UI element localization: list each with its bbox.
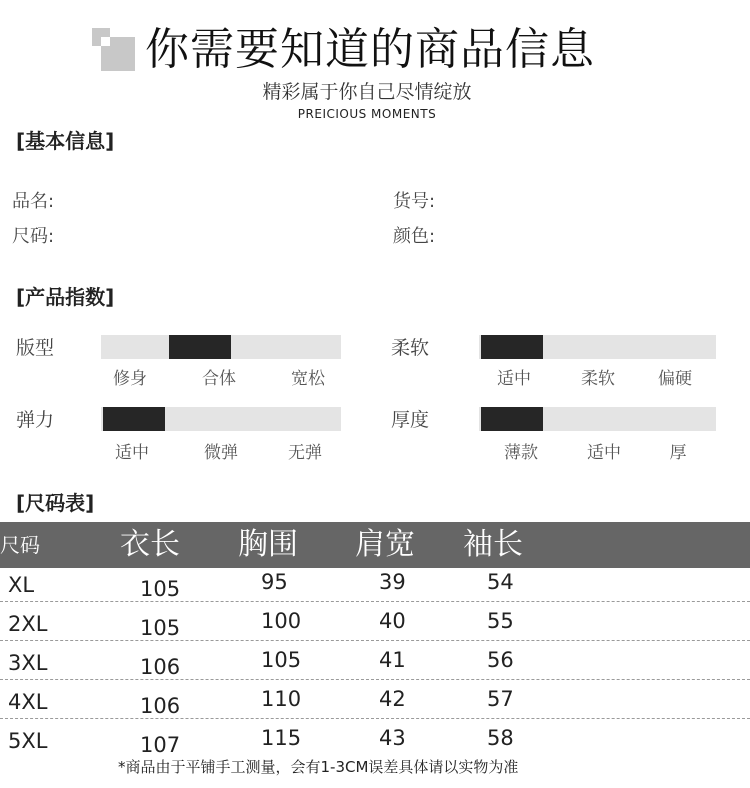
elasticity-scale-mid: 微弹 — [204, 443, 238, 463]
elasticity-scale-low: 适中 — [115, 443, 149, 463]
softness-gauge-track — [479, 335, 716, 359]
page-tagline: PREICIOUS MOMENTS — [297, 107, 437, 121]
cell-size: 5XL — [8, 729, 48, 753]
thickness-gauge-track — [479, 407, 716, 431]
size-table-header — [0, 522, 750, 568]
cell-sleeve: 54 — [487, 570, 514, 594]
thickness-scale-mid: 适中 — [587, 443, 621, 463]
logo-notch — [101, 37, 110, 46]
row-divider — [0, 601, 750, 602]
softness-gauge-fill — [481, 335, 543, 359]
softness-scale-low: 适中 — [497, 369, 531, 389]
cell-sleeve: 55 — [487, 609, 514, 633]
cell-size: 2XL — [8, 612, 48, 636]
softness-gauge-label: 柔软 — [391, 337, 430, 359]
cell-chest: 95 — [261, 570, 288, 594]
fit-gauge-track — [101, 335, 341, 359]
color-label: 颜色: — [393, 226, 436, 247]
cell-chest: 110 — [261, 687, 302, 711]
fit-scale-low: 修身 — [113, 369, 147, 389]
basic-info-heading: [基本信息] — [16, 129, 115, 153]
cell-shoulder: 41 — [379, 648, 406, 672]
page-subtitle: 精彩属于你自己尽情绽放 — [262, 81, 472, 103]
cell-chest: 100 — [261, 609, 302, 633]
elasticity-gauge-track — [101, 407, 341, 431]
cell-size: 4XL — [8, 690, 48, 714]
col-header-chest: 胸围 — [238, 527, 298, 562]
fit-gauge-label: 版型 — [16, 337, 55, 359]
product-name-label: 品名: — [12, 191, 55, 212]
cell-shoulder: 40 — [379, 609, 406, 633]
col-header-shoulder: 肩宽 — [355, 527, 415, 562]
fit-scale-high: 宽松 — [291, 369, 325, 389]
col-header-length: 衣长 — [120, 527, 180, 562]
thickness-scale-high: 厚 — [669, 443, 687, 463]
fit-gauge-fill — [169, 335, 231, 359]
cell-shoulder: 43 — [379, 726, 406, 750]
cell-length: 106 — [140, 694, 181, 718]
size-label: 尺码: — [12, 226, 55, 247]
row-divider — [0, 640, 750, 641]
thickness-gauge-fill — [481, 407, 543, 431]
cell-chest: 105 — [261, 648, 302, 672]
cell-shoulder: 42 — [379, 687, 406, 711]
elasticity-gauge-fill — [103, 407, 165, 431]
thickness-gauge-label: 厚度 — [391, 409, 430, 431]
cell-length: 106 — [140, 655, 181, 679]
softness-scale-high: 偏硬 — [658, 369, 692, 389]
cell-size: XL — [8, 573, 35, 597]
cell-size: 3XL — [8, 651, 48, 675]
cell-length: 107 — [140, 733, 181, 757]
cell-sleeve: 56 — [487, 648, 514, 672]
item-number-label: 货号: — [393, 191, 436, 212]
elasticity-scale-high: 无弹 — [288, 443, 322, 463]
row-divider — [0, 718, 750, 719]
cell-shoulder: 39 — [379, 570, 406, 594]
thickness-scale-low: 薄款 — [504, 443, 538, 463]
softness-scale-mid: 柔软 — [581, 369, 615, 389]
cell-chest: 115 — [261, 726, 302, 750]
col-header-size: 尺码 — [0, 533, 40, 557]
product-index-heading: [产品指数] — [16, 285, 115, 309]
fit-scale-mid: 合体 — [202, 369, 236, 389]
row-divider — [0, 679, 750, 680]
col-header-sleeve: 袖长 — [463, 527, 523, 562]
measurement-note: *商品由于平铺手工测量，会有1-3CM误差具体请以实物为准 — [118, 758, 519, 776]
page-title: 你需要知道的商品信息 — [145, 24, 595, 75]
cell-sleeve: 57 — [487, 687, 514, 711]
size-table-heading: [尺码表] — [16, 491, 95, 515]
cell-sleeve: 58 — [487, 726, 514, 750]
cell-length: 105 — [140, 577, 181, 601]
elasticity-gauge-label: 弹力 — [16, 409, 55, 431]
cell-length: 105 — [140, 616, 181, 640]
